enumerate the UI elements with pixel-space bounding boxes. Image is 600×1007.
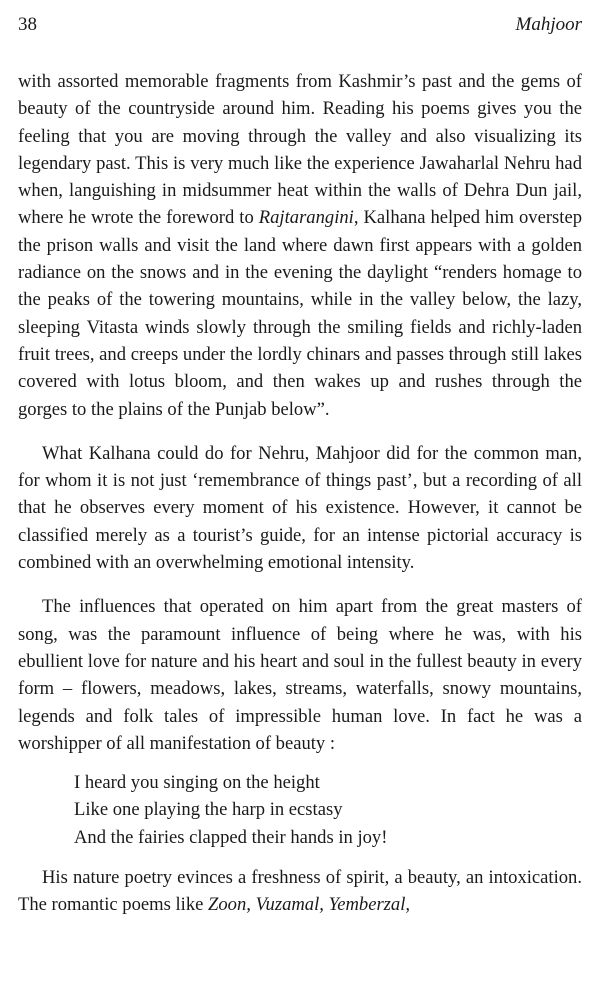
poem-title-yemberzal: Yemberzal,	[328, 894, 411, 916]
verse-line-3: And the fairies clapped their hands in joy!	[74, 826, 388, 848]
verse-line-2: Like one playing the harp in ecstasy	[74, 799, 343, 821]
paragraph-2: What Kalhana could do for Nehru, Mahjoor did for the common man, for whom it is not just ‘remembrance of things past’, but a recording of all that he observes every moment of his existence. However, it cannot be classified merely as a tourist’s guide, for an intense pictorial accuracy is combined with an overwhelming emotional intensity.	[18, 442, 582, 574]
paragraph-3: The influences that operated on him apart from the great masters of song, was the paramount influence of being where he was, with his ebullient love for nature and his heart and soul in the fullest beauty in every form – flowers, meadows, lakes, streams, waterfalls, snowy mountains, legends and folk tales of impressible human love. In fact he was a worshipper of all manifestation of beauty :	[18, 596, 582, 754]
body-text	[18, 68, 582, 919]
running-title: Mahjoor	[515, 14, 582, 35]
paragraph-4-text: His nature poetry evinces a freshness of spirit, a beauty, an intoxication. The romantic poems like	[18, 867, 582, 916]
page-number: 38	[18, 14, 37, 35]
paragraph-1-text-b: , Kalhana helped him overstep the prison walls and visit the land where dawn first appears with a golden radiance on the snows and in the evening the daylight “renders homage to the peaks of the towering mountains, while in the valley below, the lazy, sleeping Vitasta winds slowly through the smiling fields and richly-laden fruit trees, and creeps under the lordly chinars and passes through still lakes covered with lotus bloom, and then wakes up and rushes through the gorges to the plains of the Punjab below”.	[18, 207, 582, 420]
poem-title-zoon: Zoon,	[208, 894, 251, 916]
poem-title-vuzamal: Vuzamal,	[255, 894, 324, 916]
book-title-rajtarangini: Rajtarangini	[258, 207, 354, 229]
verse-line-1: I heard you singing on the height	[74, 772, 320, 794]
verse-quote	[74, 769, 582, 851]
paragraph-1-text-a: with assorted memorable fragments from Kashmir’s past and the gems of beauty of the countryside around him. Reading his poems gives you the feeling that you are moving through the valley and also visualizing its legendary past. This is very much like the experience Jawaharlal Nehru had when, languishing in midsummer heat within the walls of Dehra Dun jail, where he wrote the foreword to	[18, 71, 582, 229]
paragraph-4	[18, 864, 582, 919]
page-header	[18, 14, 582, 42]
paragraph-1	[18, 68, 582, 423]
